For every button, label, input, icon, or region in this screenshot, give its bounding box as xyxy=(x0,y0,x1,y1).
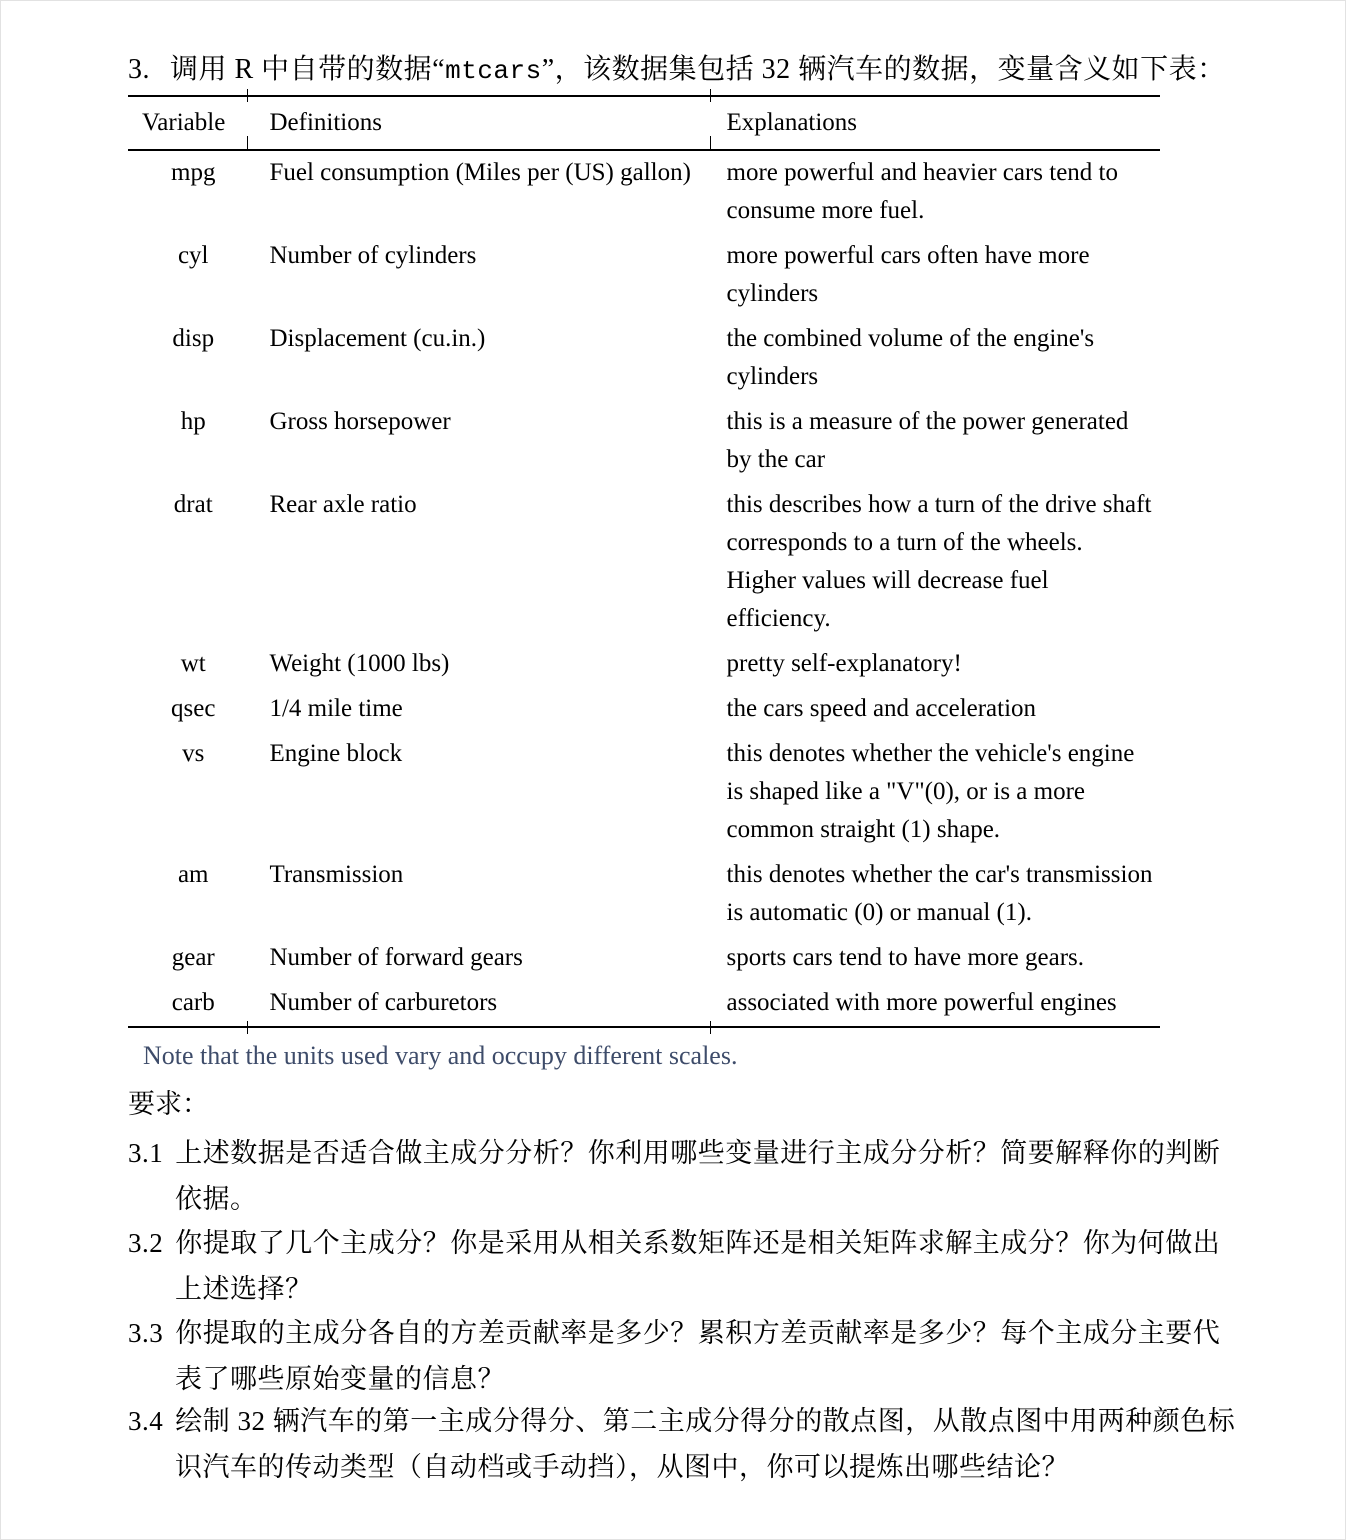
variable-cell: am xyxy=(177,861,209,888)
variable-cell: vs xyxy=(182,740,205,767)
table-row xyxy=(128,853,1160,936)
variable-cell: cyl xyxy=(177,242,209,269)
table-row xyxy=(128,317,1160,400)
variable-cell: mpg xyxy=(171,159,216,186)
question-text: 绘制 32 辆汽车的第一主成分得分、第二主成分得分的散点图，从散点图中用两种颜色标识汽车的传动类型（自动档或手动挡），从图中，你可以提炼出哪些结论？ xyxy=(175,1406,1236,1482)
column-divider-tick xyxy=(247,1021,248,1034)
definition-cell: Engine block xyxy=(269,740,403,767)
definition-cell: Transmission xyxy=(269,861,404,888)
variables-table xyxy=(128,95,1160,1028)
explanation-cell: more powerful and heavier cars tend to consume more fuel. xyxy=(726,159,1119,224)
column-divider-tick xyxy=(710,136,711,149)
explanation-cell: more powerful cars often have more cylinders xyxy=(726,242,1090,307)
definition-cell: Weight (1000 lbs) xyxy=(269,650,450,677)
dataset-name-code: mtcars xyxy=(445,56,542,86)
definition-cell: Number of forward gears xyxy=(269,944,523,971)
explanation-cell: the combined volume of the engine's cylinders xyxy=(726,325,1095,390)
definition-cell: Gross horsepower xyxy=(269,408,451,435)
variable-cell: qsec xyxy=(171,695,216,722)
table-row xyxy=(128,732,1160,853)
requirements-label: 要求： xyxy=(128,1089,209,1119)
question-number: 3.3 xyxy=(128,1318,164,1348)
variable-cell: hp xyxy=(180,408,206,435)
question-3-2 xyxy=(128,1220,1237,1312)
definition-cell: Fuel consumption (Miles per (US) gallon) xyxy=(269,159,691,186)
column-divider-tick xyxy=(710,1021,711,1034)
explanation-cell: this denotes whether the vehicle's engine is shaped like a "V"(0), or is a more common straight (1) shape. xyxy=(726,740,1135,843)
definition-cell: Displacement (cu.in.) xyxy=(269,325,486,352)
variable-cell: wt xyxy=(180,650,206,677)
question-3-3 xyxy=(128,1310,1237,1402)
explanation-cell: this describes how a turn of the drive shaft corresponds to a turn of the wheels. Higher values will decrease fuel efficiency. xyxy=(726,491,1152,632)
table-row xyxy=(128,981,1160,1027)
table-row xyxy=(128,642,1160,687)
explanation-cell: the cars speed and acceleration xyxy=(726,695,1037,722)
definition-cell: Number of carburetors xyxy=(269,989,498,1016)
question-number: 3.4 xyxy=(128,1406,164,1436)
explanation-cell: this denotes whether the car's transmission is automatic (0) or manual (1). xyxy=(726,861,1153,926)
explanation-cell: pretty self-explanatory! xyxy=(726,650,962,677)
title-text-post: ”，该数据集包括 32 辆汽车的数据，变量含义如下表： xyxy=(541,54,1226,85)
question-text: 你提取了几个主成分？你是采用从相关系数矩阵还是相关矩阵求解主成分？你为何做出上述选择？ xyxy=(175,1228,1221,1304)
explanation-cell: this is a measure of the power generated by the car xyxy=(726,408,1129,473)
table-row xyxy=(128,150,1160,234)
page-title xyxy=(128,52,1228,89)
question-number: 3. xyxy=(128,54,150,85)
definition-cell: 1/4 mile time xyxy=(269,695,403,722)
variable-cell: gear xyxy=(171,944,215,971)
table-header-row xyxy=(128,96,1160,150)
table-row xyxy=(128,687,1160,732)
question-number: 3.1 xyxy=(128,1138,164,1168)
table-row xyxy=(128,483,1160,642)
header-variable: Variable xyxy=(128,96,258,150)
question-number: 3.2 xyxy=(128,1228,164,1258)
definition-cell: Number of cylinders xyxy=(269,242,477,269)
question-3-4 xyxy=(128,1398,1237,1490)
table-row xyxy=(128,936,1160,981)
definition-cell: Rear axle ratio xyxy=(269,491,417,518)
table-row xyxy=(128,234,1160,317)
variable-cell: carb xyxy=(171,989,215,1016)
column-divider-tick xyxy=(247,89,248,102)
table-note: Note that the units used vary and occupy different scales. xyxy=(143,1041,738,1070)
variable-cell: drat xyxy=(173,491,213,518)
variable-cell: disp xyxy=(172,325,215,352)
column-divider-tick xyxy=(247,136,248,149)
question-text: 你提取的主成分各自的方差贡献率是多少？累积方差贡献率是多少？每个主成分主要代表了哪些原始变量的信息？ xyxy=(175,1318,1221,1394)
table-row xyxy=(128,400,1160,483)
explanation-cell: associated with more powerful engines xyxy=(726,989,1117,1016)
title-text-pre: 调用 R 中自带的数据“ xyxy=(170,54,446,85)
header-definitions: Definitions xyxy=(258,96,709,150)
column-divider-tick xyxy=(710,89,711,102)
question-text: 上述数据是否适合做主成分分析？你利用哪些变量进行主成分分析？简要解释你的判断依据。 xyxy=(175,1138,1221,1214)
explanation-cell: sports cars tend to have more gears. xyxy=(726,944,1085,971)
question-3-1 xyxy=(128,1130,1237,1222)
header-explanations: Explanations xyxy=(710,96,1161,150)
